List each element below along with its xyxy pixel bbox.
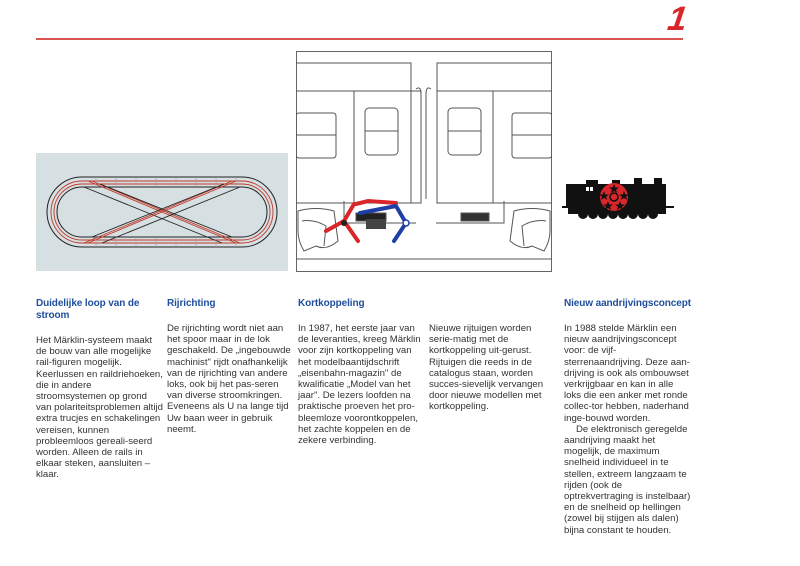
coupling-diagram-icon: [296, 51, 552, 272]
short-coupling-figure: [296, 51, 552, 272]
heading-current-flow: Duidelijke loop van de stroom: [36, 298, 140, 321]
track-layout-figure: [36, 153, 288, 271]
header-rule: [36, 38, 683, 40]
figure-eight-track-icon: [36, 153, 288, 271]
column-direction: [167, 298, 295, 435]
heading-short-coupling: Kortkoppeling: [298, 298, 365, 309]
paragraph: De rijrichting wordt niet aan het spoor maar in de lok geschakeld. De „ingebouwde machinist" rijdt onafhankelijk van de rijrichting van andere loks, ook bij het pas-seren van diverse stroomkringen. Eveneens als U na lange tijd Uw baan weer in gebruik neemt.: [167, 323, 291, 435]
column-short-coupling-continued: [429, 298, 557, 413]
column-drive-concept: [564, 298, 692, 536]
locomotive-figure: [562, 170, 690, 220]
column-short-coupling: [298, 298, 426, 446]
heading-direction: Rijrichting: [167, 298, 216, 309]
paragraph: In 1987, het eerste jaar van de leveranties, kreeg Märklin voor zijn kortkoppeling van het modelbaantijdschrift „eisenbahn-magazin" de kwalificatie „Model van het jaar". De lezers loofden na praktische proeven het pro-bleemloze voorontkoppelen, het zachte koppelen en de zekere verbinding.: [298, 323, 421, 447]
paragraph: Nieuwe rijtuigen worden serie-matig met de kortkoppeling uit-gerust. Rijtuigen die reeds in de catalogus staan, worden succes-sievelijk vervangen door nieuwe modellen met kortkoppeling.: [429, 323, 544, 413]
page-number: 1: [665, 0, 689, 38]
paragraph: In 1988 stelde Märklin een nieuw aandrijvingsconcept voor: de vijf-sterrenaandrijving. Deze aan-drijving is ook als ombouwset verkrijgbaar en kan in alle loks die een anker met ronde collec-tor hebben, naderhand inge-bouwd worden.: [564, 323, 690, 424]
heading-drive-concept: Nieuw aandrijvingsconcept: [564, 298, 691, 309]
paragraph: De elektronisch geregelde aandrijving maakt het mogelijk, de maximum snelheid individueel in te stellen, extreem langzaam te rijden (ook de optrekvertraging is instelbaar) en de snelheid op hellingen (zowel bij stijgen als dalen) bijna constant te houden.: [564, 423, 691, 536]
paragraph: Het Märklin-systeem maakt de bouw van alle mogelijke rail-figuren mogelijk. Keerlussen en raildriehoeken, die in andere stroomsystemen op grond van polariteitsproblemen altijd extra trucjes en schakelingen vereisen, kunnen probleemloos gereali-seerd worden. Alleen de rails in elkaar steken, aansluiten – klaar.: [36, 335, 163, 481]
column-current-flow: [36, 298, 164, 481]
five-star-motor-loco-icon: [562, 170, 690, 220]
